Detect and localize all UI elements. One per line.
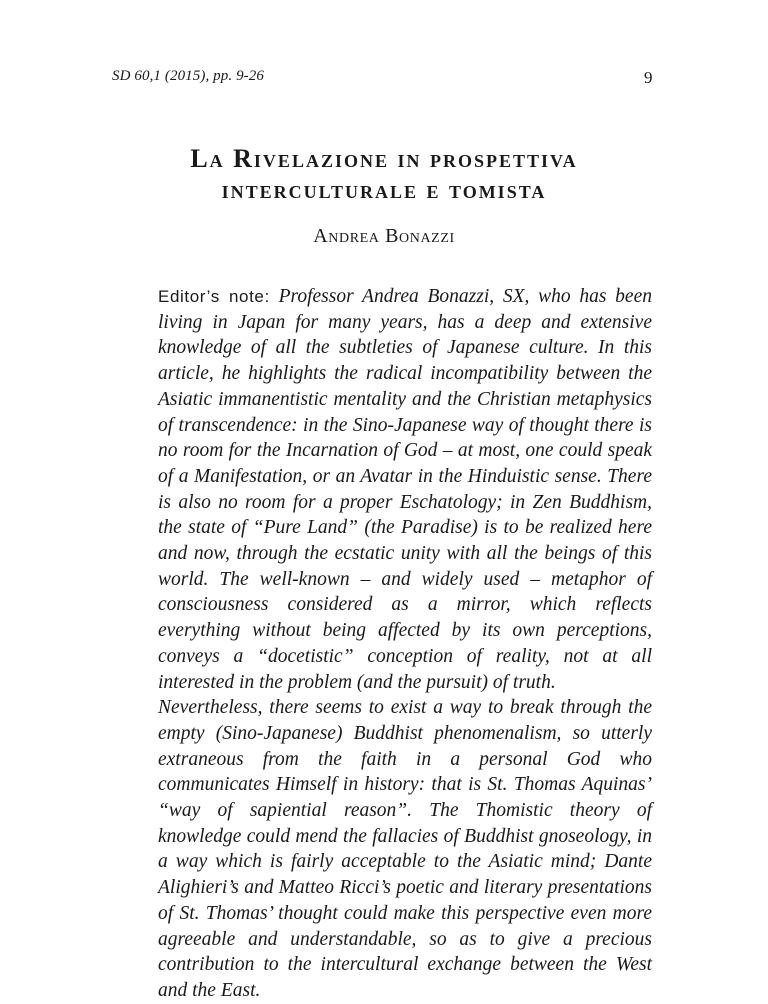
page-number: 9	[644, 68, 653, 87]
editor-note-text-1: Professor Andrea Bonazzi, SX, who has been living in Japan for many years, has a deep and extensive knowledge of all the subtleties of Japanese culture. In this article, he highlights the radical incompatibility between the Asiatic immanentistic mentality and the Christian metaphysics of transcendence: in the Sino-Japanese way of thought there is no room for the Incarnation of God – at most, one could speak of a Manifestation, or an Avatar in the Hinduistic sense. There is also no room for a proper Eschatology; in Zen Buddhism, the state of “Pure Land” (the Paradise) is to be realized here and now, through the ecstatic unity with all the beings of this world. The well-known – and widely used – metaphor of consciousness considered as a mirror, which reflects everything without being affected by its own perceptions, conveys a “docetistic” conception of reality, not at all interested in the problem (and the pursuit) of truth.	[158, 286, 652, 693]
running-head: SD 60,1 (2015), pp. 9-26	[112, 68, 264, 84]
article-title-line-2: interculturale e tomista	[221, 175, 547, 204]
editor-note-label: Editor’s note:	[158, 287, 270, 306]
author-name: Andrea Bonazzi	[313, 225, 455, 247]
editor-note-paragraph-1	[158, 284, 652, 695]
article-title-line-1: La Rivelazione in prospettiva	[190, 144, 578, 173]
editor-note-paragraph-2: Nevertheless, there seems to exist a way to break through the empty (Sino-Japanese) Buddhist phenomenalism, so utterly extraneous from the faith in a personal God who communicates Himself in history: that is St. Thomas Aquinas’ “way of sapiential reason”. The Thomistic theory of knowledge could mend the fallacies of Buddhist gnoseology, in a way which is fairly acceptable to the Asiatic mind; Dante Alighieri’s and Matteo Ricci’s poetic and literary presentations of St. Thomas’ thought could make this perspective even more agreeable and understandable, so as to give a precious contribution to the intercultural exchange between the West and the East.	[158, 697, 652, 1001]
editor-note	[158, 284, 652, 1004]
article-title	[0, 143, 768, 205]
